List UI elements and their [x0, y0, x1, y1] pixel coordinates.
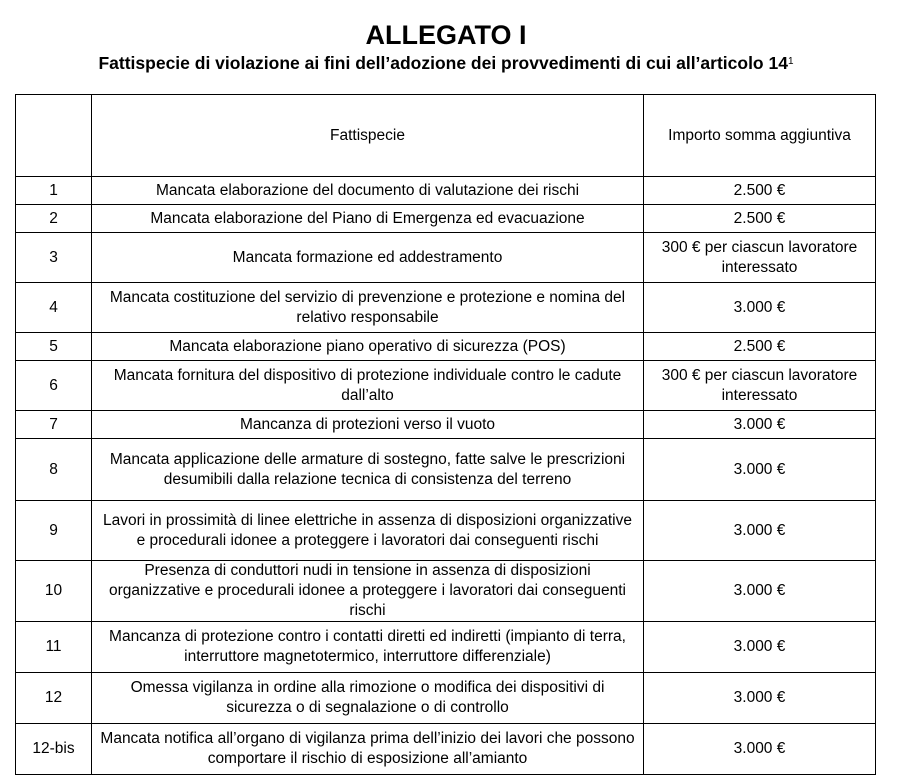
row-fattispecie: Lavori in prossimità di linee elettriche in assenza di disposizioni organizzative e procedurali idonee a proteggere i lavoratori dai conseguenti rischi: [92, 501, 644, 561]
row-importo: 3.000 €: [644, 283, 876, 333]
document-title: ALLEGATO I: [365, 20, 527, 50]
subtitle-text: Fattispecie di violazione ai fini dell’adozione dei provvedimenti di cui all’articolo 14: [98, 53, 788, 73]
row-number: 7: [16, 411, 92, 439]
table-row: [16, 501, 876, 561]
row-number: 3: [16, 233, 92, 283]
row-fattispecie: Mancata applicazione delle armature di sostegno, fatte salve le prescrizioni desumibili dalla relazione tecnica di consistenza del terreno: [92, 439, 644, 501]
table-row: [16, 561, 876, 622]
table-row: [16, 205, 876, 233]
row-fattispecie: Mancata elaborazione piano operativo di sicurezza (POS): [92, 333, 644, 361]
row-fattispecie: Mancata costituzione del servizio di prevenzione e protezione e nomina del relativo responsabile: [92, 283, 644, 333]
row-fattispecie: Mancata elaborazione del documento di valutazione dei rischi: [92, 177, 644, 205]
table-row: [16, 177, 876, 205]
row-importo: 3.000 €: [644, 622, 876, 673]
row-fattispecie: Mancata formazione ed addestramento: [92, 233, 644, 283]
row-fattispecie: Mancata elaborazione del Piano di Emergenza ed evacuazione: [92, 205, 644, 233]
row-fattispecie: Mancata fornitura del dispositivo di protezione individuale contro le cadute dall’alto: [92, 361, 644, 411]
row-importo: 300 € per ciascun lavoratore interessato: [644, 233, 876, 283]
row-importo: 3.000 €: [644, 561, 876, 622]
row-importo: 2.500 €: [644, 205, 876, 233]
row-importo: 300 € per ciascun lavoratore interessato: [644, 361, 876, 411]
row-fattispecie: Omessa vigilanza in ordine alla rimozione o modifica dei dispositivi di sicurezza o di segnalazione o di controllo: [92, 673, 644, 724]
row-number: 5: [16, 333, 92, 361]
table-row: [16, 411, 876, 439]
row-importo: 2.500 €: [644, 177, 876, 205]
table-row: [16, 283, 876, 333]
row-importo: 3.000 €: [644, 411, 876, 439]
row-importo: 3.000 €: [644, 724, 876, 775]
row-fattispecie: Mancanza di protezione contro i contatti diretti ed indiretti (impianto di terra, interruttore magnetotermico, interruttore differenziale): [92, 622, 644, 673]
row-importo: 3.000 €: [644, 673, 876, 724]
column-header-number: [16, 95, 92, 177]
table-row: [16, 439, 876, 501]
table-row: [16, 233, 876, 283]
row-fattispecie: Mancanza di protezioni verso il vuoto: [92, 411, 644, 439]
column-header-fattispecie: Fattispecie: [92, 95, 644, 177]
row-number: 10: [16, 561, 92, 622]
document-subtitle: [0, 52, 892, 74]
row-number: 12: [16, 673, 92, 724]
table-header-row: [16, 95, 876, 177]
table-row: [16, 622, 876, 673]
column-header-importo: Importo somma aggiuntiva: [644, 95, 876, 177]
footnote-marker: 1: [787, 56, 794, 67]
row-number: 4: [16, 283, 92, 333]
row-number: 12-bis: [16, 724, 92, 775]
row-number: 11: [16, 622, 92, 673]
row-number: 6: [16, 361, 92, 411]
row-importo: 3.000 €: [644, 439, 876, 501]
table-row: [16, 724, 876, 775]
row-fattispecie: Mancata notifica all’organo di vigilanza prima dell’inizio dei lavori che possono comportare il rischio di esposizione all’amianto: [92, 724, 644, 775]
table-row: [16, 333, 876, 361]
row-importo: 3.000 €: [644, 501, 876, 561]
table-row: [16, 361, 876, 411]
violations-table: [15, 94, 876, 775]
row-number: 1: [16, 177, 92, 205]
table-row: [16, 673, 876, 724]
row-fattispecie: Presenza di conduttori nudi in tensione in assenza di disposizioni organizzative e procedurali idonee a proteggere i lavoratori dai conseguenti rischi: [92, 561, 644, 622]
row-number: 9: [16, 501, 92, 561]
row-importo: 2.500 €: [644, 333, 876, 361]
row-number: 2: [16, 205, 92, 233]
row-number: 8: [16, 439, 92, 501]
